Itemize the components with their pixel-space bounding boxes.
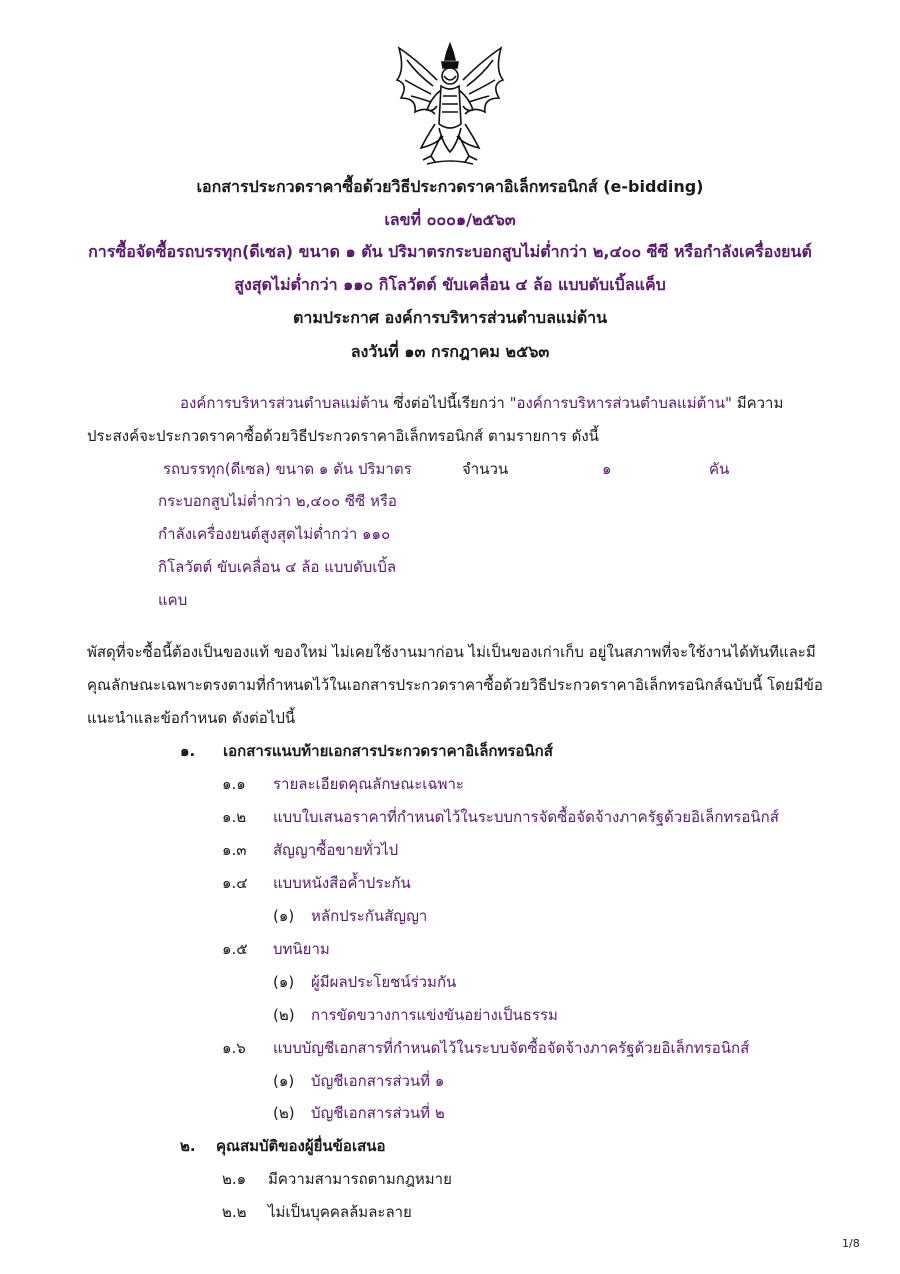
body-paragraph-line: แนะนำและข้อกำหนด ดังต่อไปนี้ [87, 709, 296, 727]
intro-line-1 [180, 391, 783, 415]
subject-line-1: การซื้อจัดซื้อรถบรรทุก(ดีเซล) ขนาด ๑ ตัน ปริมาตรกระบอกสูบไม่ต่ำกว่า ๒,๔๐๐ ซีซี หรือกำลังเครื่องยนต์ [88, 242, 812, 261]
document-number: เลขที่ ๐๐๐๑/๒๕๖๓ [384, 210, 516, 229]
subitem-text: แบบหนังสือค้ำประกัน [273, 874, 411, 892]
subitem-text: รายละเอียดคุณลักษณะเฉพาะ [273, 775, 464, 793]
subsubitem-number: (๑) [273, 973, 295, 991]
document-title: เอกสารประกวดราคาซื้อด้วยวิธีประกวดราคาอิเล็กทรอนิกส์ (e-bidding) [196, 177, 704, 196]
subsubitem-number: (๑) [273, 907, 295, 925]
subitem-text: ไม่เป็นบุคคลล้มละลาย [268, 1203, 412, 1221]
subitem-number: ๒.๒ [222, 1203, 247, 1221]
body-paragraph-line: คุณลักษณะเฉพาะตรงตามที่กำหนดไว้ในเอกสารประกวดราคาซื้อด้วยวิธีประกวดราคาอิเล็กทรอนิกส์ฉบับนี้ โดยมีข้อ [87, 676, 823, 694]
item-desc-line: แคบ [158, 591, 188, 609]
item-desc-line: กำลังเครื่องยนต์สูงสุดไม่ต่ำกว่า ๑๑๐ [158, 525, 391, 543]
subsubitem-number: (๑) [273, 1072, 295, 1090]
body-paragraph-line: พัสดุที่จะซื้อนี้ต้องเป็นของแท้ ของใหม่ ไม่เคยใช้งานมาก่อน ไม่เป็นของเก่าเก็บ อยู่ในสภาพที่จะใช้งานได้ทันทีและมี [87, 643, 816, 661]
section-1-number: ๑. [180, 742, 196, 760]
item-qty: ๑ [602, 460, 612, 478]
page-number: 1/8 [842, 1237, 860, 1250]
subitem-number: ๑.๓ [222, 841, 247, 859]
intro-line-2: ประสงค์จะประกวดราคาซื้อด้วยวิธีประกวดราคาอิเล็กทรอนิกส์ ตามรายการ ดังนี้ [87, 427, 599, 445]
subitem-number: ๑.๑ [222, 775, 246, 793]
subitem-text: มีความสามารถตามกฎหมาย [268, 1170, 452, 1188]
intro-text-2: มีความ [731, 394, 784, 412]
item-desc-line: กิโลวัตต์ ขับเคลื่อน ๔ ล้อ แบบดับเบิ้ล [158, 558, 397, 576]
subitem-number: ๑.๕ [222, 940, 248, 958]
garuda-emblem-icon [387, 40, 513, 170]
section-1-title: เอกสารแนบท้ายเอกสารประกวดราคาอิเล็กทรอนิกส์ [223, 742, 553, 760]
subitem-text: สัญญาซื้อขายทั่วไป [273, 841, 399, 859]
subsubitem-text: หลักประกันสัญญา [311, 907, 428, 925]
subitem-text: แบบใบเสนอราคาที่กำหนดไว้ในระบบการจัดซื้อจัดจ้างภาครัฐด้วยอิเล็กทรอนิกส์ [273, 808, 779, 826]
intro-text-1: ซึ่งต่อไปนี้เรียกว่า [388, 394, 510, 412]
subsubitem-text: บัญชีเอกสารส่วนที่ ๒ [311, 1104, 445, 1122]
subitem-text: แบบบัญชีเอกสารที่กำหนดไว้ในระบบจัดซื้อจัดจ้างภาครัฐด้วยอิเล็กทรอนิกส์ [273, 1039, 750, 1057]
item-qty-label: จำนวน [462, 460, 509, 478]
subitem-number: ๑.๔ [222, 874, 248, 892]
subsubitem-number: (๒) [273, 1104, 295, 1122]
subitem-text: บทนิยาม [273, 940, 330, 958]
section-2-number: ๒. [180, 1137, 196, 1155]
item-desc-line: รถบรรทุก(ดีเซล) ขนาด ๑ ตัน ปริมาตร [163, 460, 412, 478]
item-unit: คัน [709, 460, 730, 478]
intro-quoted-org: "องค์การบริหารส่วนตำบลแม่ต้าน" [509, 394, 732, 412]
subject-line-2: สูงสุดไม่ต่ำกว่า ๑๑๐ กิโลวัตต์ ขับเคลื่อน ๔ ล้อ แบบดับเบิ้ลแค็บ [234, 275, 666, 294]
item-desc-line: กระบอกสูบไม่ต่ำกว่า ๒,๔๐๐ ซีซี หรือ [158, 492, 397, 510]
subsubitem-number: (๒) [273, 1006, 295, 1024]
subsubitem-text: ผู้มีผลประโยชน์ร่วมกัน [311, 973, 457, 991]
section-2-title: คุณสมบัติของผู้ยื่นข้อเสนอ [216, 1137, 386, 1155]
subitem-number: ๑.๖ [222, 1039, 246, 1057]
intro-org: องค์การบริหารส่วนตำบลแม่ต้าน [180, 394, 389, 412]
announcement-line: ตามประกาศ องค์การบริหารส่วนตำบลแม่ต้าน [292, 308, 608, 327]
subsubitem-text: บัญชีเอกสารส่วนที่ ๑ [311, 1072, 445, 1090]
announcement-date: ลงวันที่ ๑๓ กรกฎาคม ๒๕๖๓ [350, 342, 550, 361]
subitem-number: ๑.๒ [222, 808, 247, 826]
subitem-number: ๒.๑ [222, 1170, 247, 1188]
subsubitem-text: การขัดขวางการแข่งขันอย่างเป็นธรรม [311, 1006, 558, 1024]
